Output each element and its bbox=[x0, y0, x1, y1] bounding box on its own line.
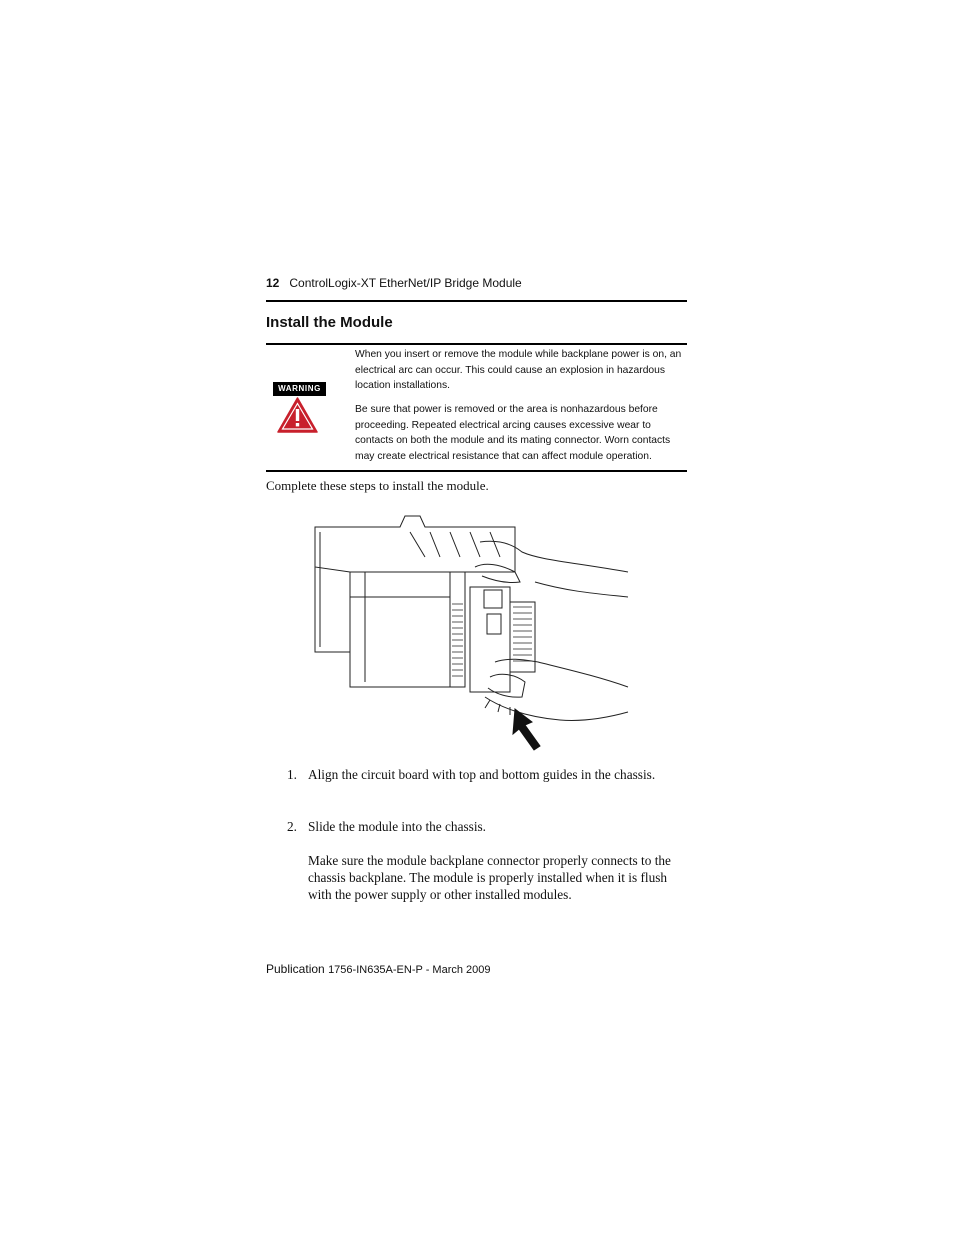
running-header bbox=[266, 276, 522, 290]
warning-triangle-icon bbox=[277, 397, 318, 433]
section-heading: Install the Module bbox=[266, 314, 393, 331]
footer-label: Publication bbox=[266, 962, 325, 976]
warning-bottom-rule bbox=[266, 470, 687, 472]
module-install-illustration bbox=[310, 512, 630, 752]
page-number: 12 bbox=[266, 276, 280, 290]
footer bbox=[266, 962, 491, 976]
step-number: 2. bbox=[287, 819, 297, 834]
warning-badge: WARNING bbox=[273, 382, 326, 396]
warning-paragraph: When you insert or remove the module while backplane power is on, an electrical arc can occur. This could cause an explosion in hazardous location installations. bbox=[355, 349, 682, 391]
warning-paragraph: Be sure that power is removed or the area is nonhazardous before proceeding. Repeated electrical arcing causes excessive wear to contacts on both the module and its mating connector. Worn contacts may create electrical resistance that can affect module operation. bbox=[355, 404, 671, 462]
step-text: Slide the module into the chassis. bbox=[308, 819, 487, 834]
running-title: ControlLogix-XT EtherNet/IP Bridge Module bbox=[289, 276, 522, 290]
intro-text: Complete these steps to install the module. bbox=[266, 478, 489, 493]
step-text: Align the circuit board with top and bottom guides in the chassis. bbox=[308, 767, 656, 782]
step-number: 1. bbox=[287, 767, 297, 782]
header-rule bbox=[266, 300, 687, 302]
publication-code: 1756-IN635A-EN-P - March 2009 bbox=[328, 964, 491, 976]
step-note-text: Make sure the module backplane connector properly connects to the chassis backplane. The module is properly installed when it is flush with the power supply or other installed modules. bbox=[308, 853, 671, 902]
warning-top-rule bbox=[266, 343, 687, 345]
